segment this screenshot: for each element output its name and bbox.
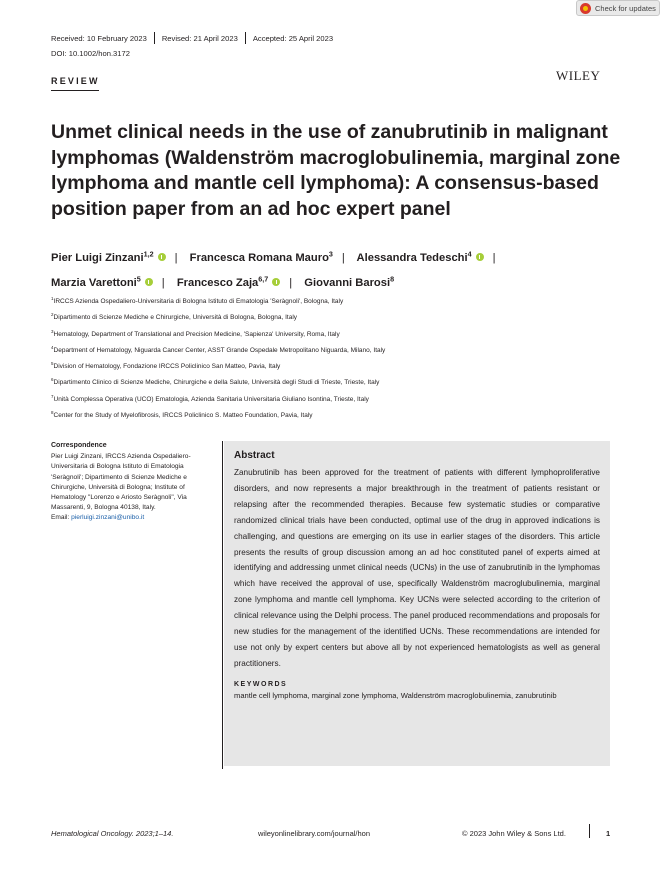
affiliation-number: 1 [51,296,54,301]
affiliation [51,373,631,389]
affiliation-list [51,292,631,422]
crossmark-icon [580,3,591,14]
author-affiliation-number: 4 [467,249,472,258]
author[interactable] [51,274,153,290]
received-date: Received: 10 February 2023 [51,33,147,43]
correspondence [51,441,216,524]
affiliation-text: Hematology, Department of Translational and Precision Medicine, 'Sapienza' University, Roma, Italy [53,330,340,338]
affiliation [51,325,631,341]
author[interactable] [51,249,166,264]
author-name: Giovanni Barosi [304,277,391,290]
abstract-box [224,441,610,766]
author-affiliation-number: 5 [136,274,141,284]
affiliation [51,292,631,308]
author-separator: | [289,277,293,290]
affiliation-number: 7 [51,393,54,399]
affiliation-number: 3 [51,328,54,334]
affiliation-text: Dipartimento di Scienze Mediche e Chirurgiche, Università di Bologna, Bologna, Italy [53,314,298,322]
accepted-date: Accepted: 25 April 2023 [252,33,334,43]
author-separator: | [161,277,165,290]
orcid-icon[interactable] [476,253,484,261]
affiliation-text: Division of Hematology, Fondazione IRCCS Policlinico San Matteo, Pavia, Italy [53,363,281,371]
affiliation-number: 2 [51,312,54,318]
author[interactable] [356,249,484,264]
abstract-body: Zanubrutinib has been approved for the treatment of patients with different lymphoproliferative disorders, and now represents a major breakthrough in the treatment of patients resistant or relapsing after the recommended therapies. Because few systematic studies or comparative randomized clinical trials have been conducted, optimal use of the drug in approved indications is challenging, and questions are emerging on its use in earlier stages of the disorders. This article presents the results of group discussion among an ad hoc constituted panel of experts aimed at identifying and addressing unmet clinical needs (UCNs) in the use of zanubrutinib in the lymphomas which have received the approval of use, specifically Waldenström macroglubulinemia, marginal zone lymphoma and mantle cell lymphoma. Key UCNs were selected according to the criterion of clinical relevance using the Delphi process. The panel produced recommendations and proposals for new studies for the management of the identified UCNs. These recommendations are intended for use not only by expert centers but above all by not experienced hematologists as well as general practitioners. [234,468,600,668]
doi[interactable]: DOI: 10.1002/hon.3172 [51,49,130,58]
affiliation-text: Center for the Study of Myelofibrosis, IRCCS Policlinico S. Matteo Foundation, Pavia, Italy [53,411,313,419]
affiliation [51,357,631,373]
footer-divider [589,824,590,838]
affiliation-text: Dipartimento Clinico di Scienze Mediche, Chirurgiche e della Salute, Università degli Studi di Trieste, Trieste, Italy [53,379,380,387]
correspondence-heading: Correspondence [51,442,107,449]
keywords: mantle cell lymphoma, marginal zone lymphoma, Waldenström macroglobulinemia, zanubrutinib [234,690,557,700]
date-divider [245,32,246,44]
affiliation [51,406,631,422]
author-affiliation-number: 3 [328,249,333,258]
page-number: 1 [606,829,611,838]
affiliation-text: Department of Hematology, Niguarda Cancer Center, ASST Grande Ospedale Metropolitano Niguarda, Milano, Italy [53,346,386,354]
section-rule [51,90,99,91]
footer-journal: Hematological Oncology. 2023;1–14. [51,829,174,838]
date-divider [154,32,155,44]
author-affiliation-number: 6,7 [258,274,269,284]
author[interactable] [304,274,395,290]
abstract-heading: Abstract [234,450,275,461]
article-title: Unmet clinical needs in the use of zanubrutinib in malignant lymphomas (Waldenström macroglobulinemia, marginal zone lymphoma and mantle cell lymphoma): A consensus-based position paper from an ad hoc expert panel [51,121,621,220]
check-for-updates-label: Check for updates [595,3,656,13]
author-name: Alessandra Tedeschi [356,251,468,264]
article-dates [51,32,333,44]
revised-date: Revised: 21 April 2023 [161,33,238,43]
author-name: Francesca Romana Mauro [189,251,329,264]
footer-copyright: © 2023 John Wiley & Sons Ltd. [462,829,566,838]
check-for-updates-button[interactable] [576,0,660,16]
author-list [51,243,631,294]
author-affiliation-number: 8 [390,274,395,284]
author-affiliation-number: 1,2 [143,249,154,258]
author[interactable] [189,249,333,264]
affiliation-text: Unità Complessa Operativa (UCO) Ematologia, Azienda Sanitaria Universitaria Giuliano Isontina, Trieste, Italy [53,395,369,403]
affiliation-text: IRCCS Azienda Ospedaliero-Universitaria di Bologna Istituto di Ematologia 'Seràgnoli', Bologna, Italy [53,298,344,306]
affiliation-number: 8 [51,409,54,415]
section-label: REVIEW [51,76,100,86]
email-link[interactable]: pierluigi.zinzani@unibo.it [71,514,145,522]
footer-url[interactable]: wileyonlinelibrary.com/journal/hon [258,829,370,838]
column-divider [222,441,223,769]
email-label: Email: [51,514,72,522]
author-separator: | [492,251,496,264]
affiliation-number: 6 [51,377,54,383]
keywords-heading: KEYWORDS [234,680,288,688]
author-separator: | [174,251,178,264]
correspondence-address: Pier Luigi Zinzani, IRCCS Azienda Ospedaliero-Universitaria di Bologna Istituto di Ematologia 'Seràgnoli'; Dipartimento di Scienze Mediche e Chirurgiche, Università di Bologna; Institute of Hematology "Lorenzo e Ariosto Seràgnoli", Via Massarenti, 9, Bologna 40138, Italy. [51,453,191,512]
correspondence-email [51,513,216,523]
author-separator: | [341,251,345,264]
affiliation [51,308,631,324]
affiliation-number: 5 [51,361,54,366]
affiliation [51,341,631,357]
publisher-logo: WILEY [556,68,601,83]
orcid-icon[interactable] [158,253,166,261]
author[interactable] [176,274,280,290]
orcid-icon[interactable] [272,278,280,286]
affiliation-number: 4 [51,344,54,350]
affiliation [51,390,631,406]
orcid-icon[interactable] [145,278,153,286]
author-name: Pier Luigi Zinzani [51,251,144,264]
author-name: Francesco Zaja [176,277,259,290]
author-name: Marzia Varettoni [51,277,137,290]
